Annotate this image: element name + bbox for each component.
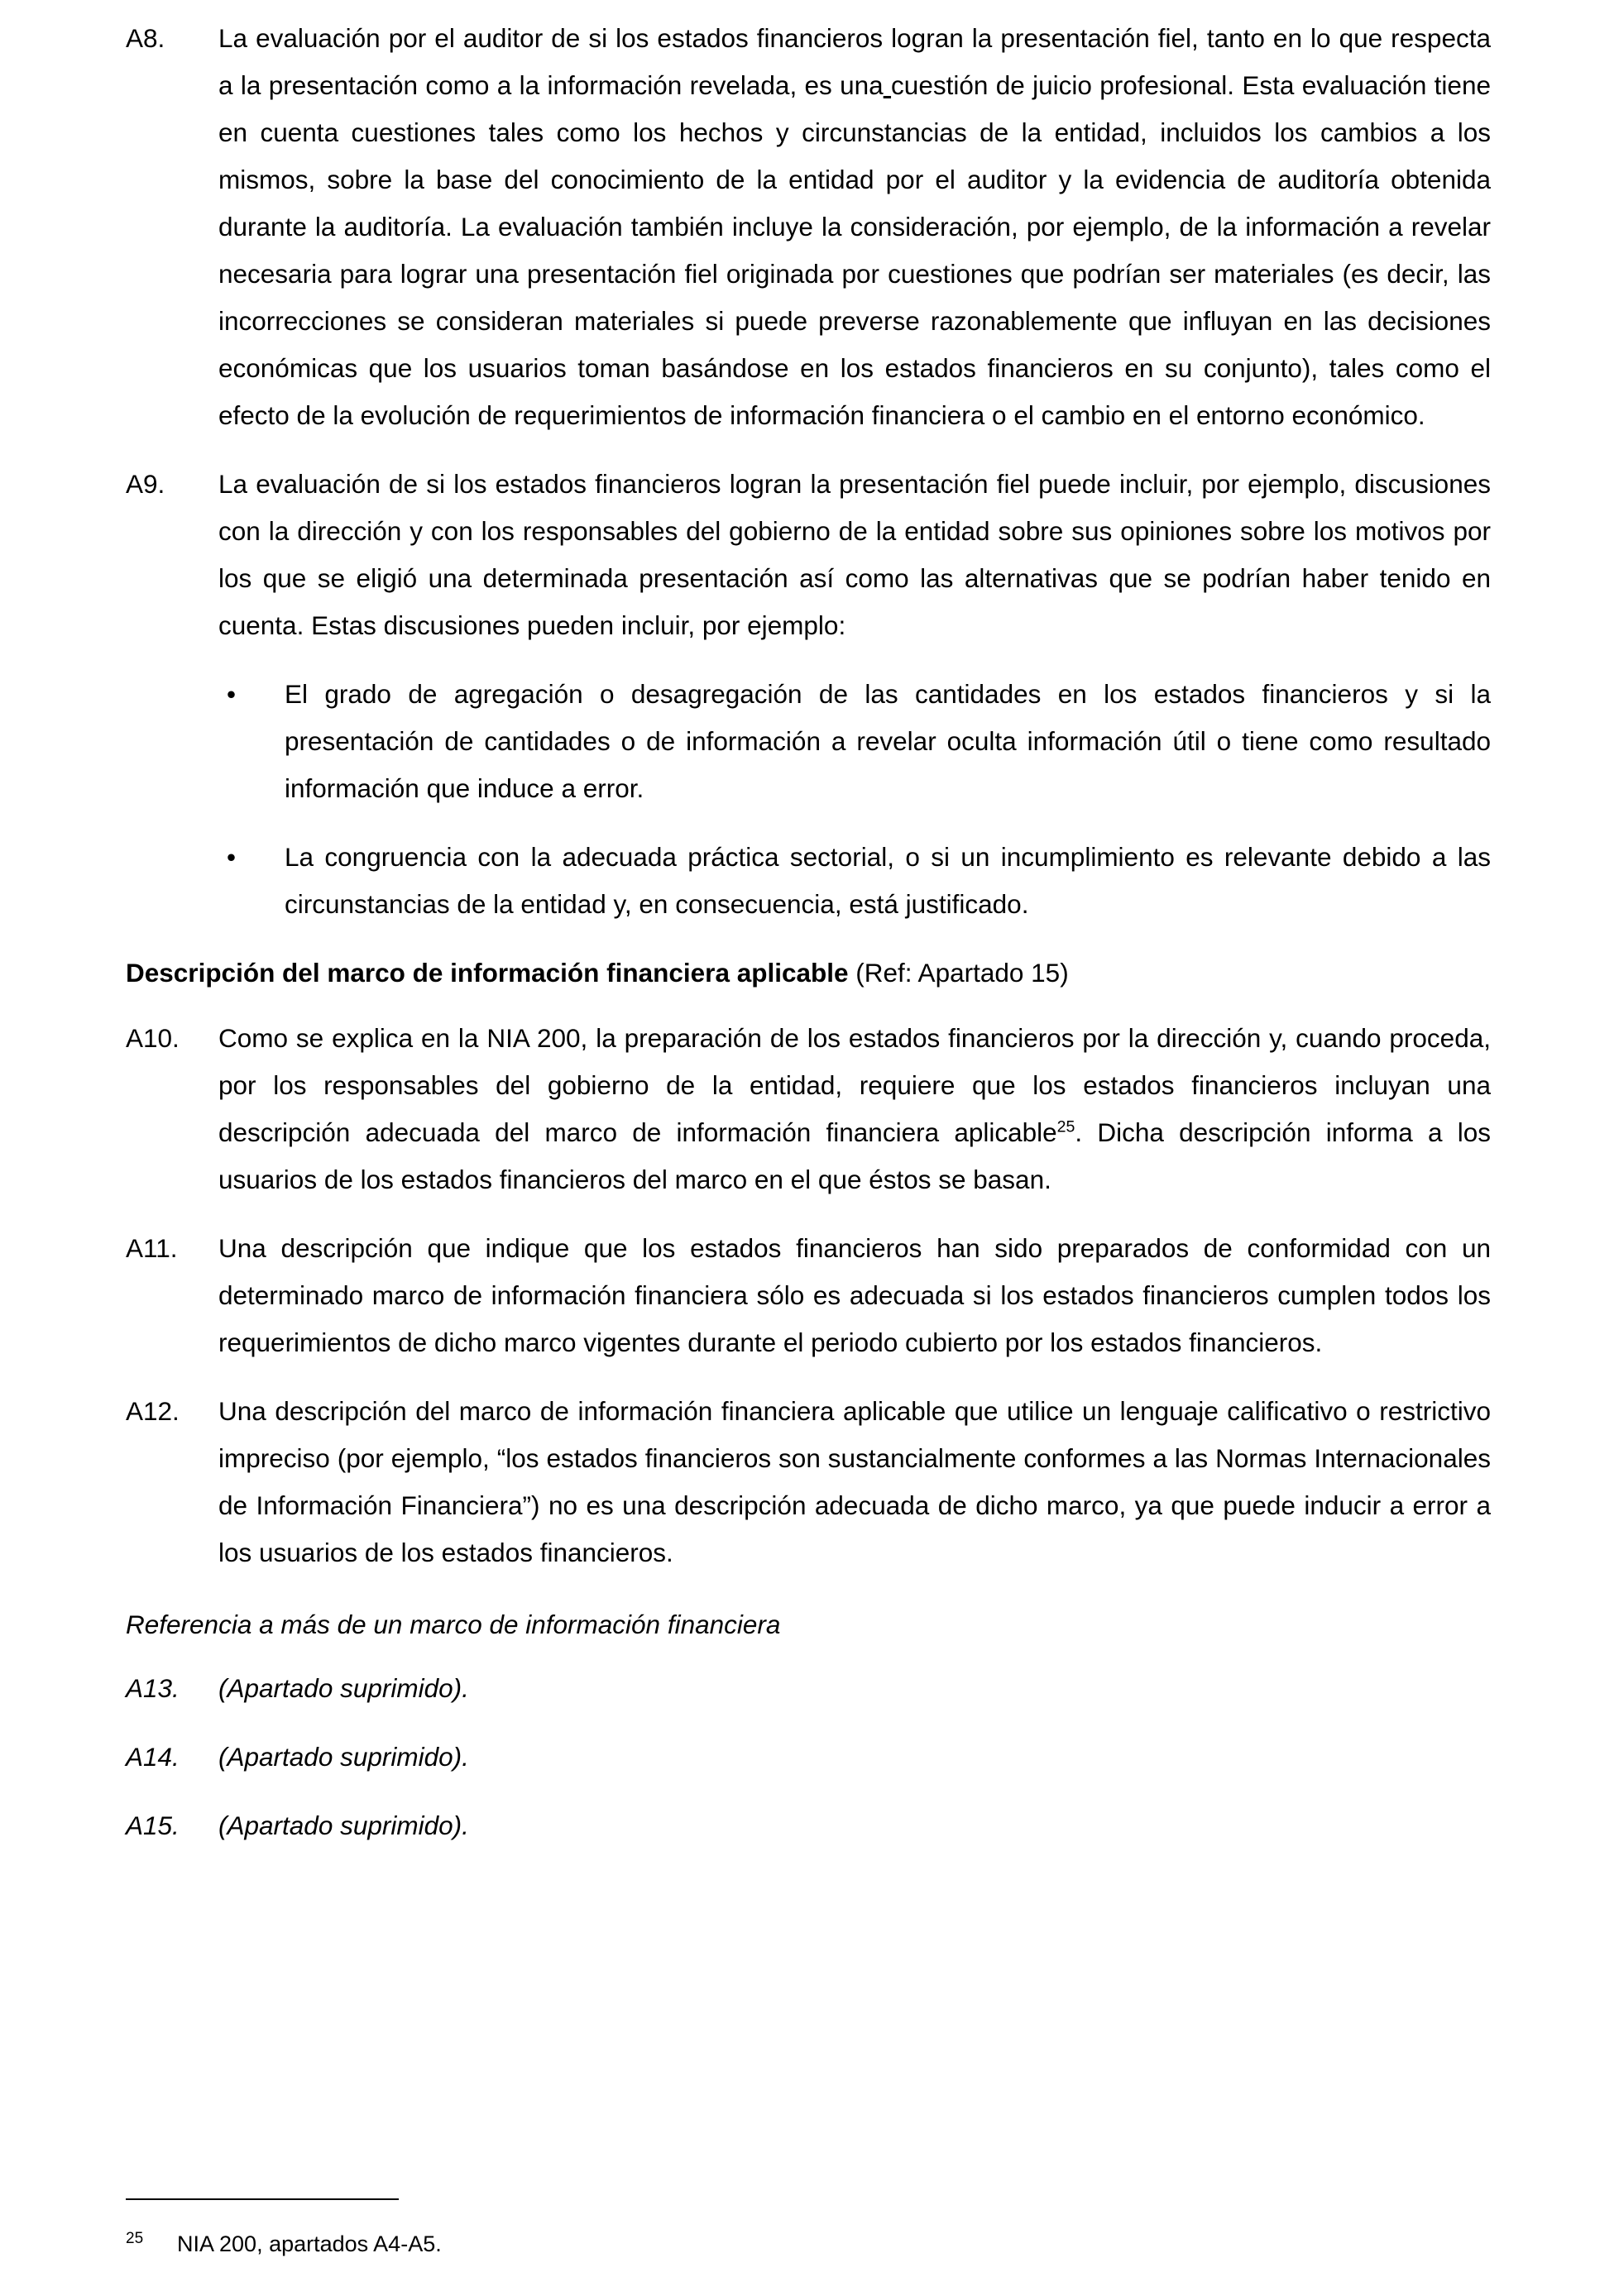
paragraph-body-a12: Una descripción del marco de información financiera aplicable que utilice un lenguaje calificativo o restrictivo impreciso (por ejemplo, “los estados financieros son sustancialmente conformes a las Normas Internacionales de Información Financiera”) no es una descripción adecuada de dicho marco, ya que puede inducir a error a los usuarios de los estados financieros. (218, 1396, 1491, 1567)
section-heading-reference: (Ref: Apartado 15) (848, 958, 1069, 988)
paragraph-body-a11: Una descripción que indique que los estados financieros han sido preparados de conformidad con un determinado marco de información financiera sólo es adecuada si los estados financieros cumplen todos los requerimientos de dicho marco vigentes durante el periodo cubierto por los estados financieros. (218, 1233, 1491, 1357)
bullet-text: El grado de agregación o desagregación de las cantidades en los estados financieros y si la presentación de cantidades o de información a revelar oculta información útil o tiene como resultado información que induce a error. (285, 679, 1491, 803)
paragraph-a14 (126, 1734, 1491, 1781)
bullet-text: La congruencia con la adecuada práctica sectorial, o si un incumplimiento es relevante debido a las circunstancias de la entidad y, en consecuencia, está justificado. (285, 842, 1491, 919)
section-heading-title: Descripción del marco de información financiera aplicable (126, 958, 849, 988)
sub-heading: Referencia a más de un marco de información financiera (126, 1610, 781, 1639)
footnote-separator-rule (126, 2198, 399, 2200)
paragraph-body-a13: (Apartado suprimido). (218, 1673, 469, 1703)
footnote-marker: 25 (126, 2230, 144, 2247)
section-heading (126, 949, 1491, 997)
paragraph-a8-text-part2: cuestión de juicio profesional. Esta evaluación tiene en cuenta cuestiones tales como los hechos y circunstancias de la entidad, incluidos los cambios a los mismos, sobre la base del conocimiento de la entidad por el auditor y la evidencia de auditoría obtenida durante la auditoría. La evaluación también incluye la consideración, por ejemplo, de la información a revelar necesaria para lograr una presentación fiel originada por cuestiones que podrían ser materiales (es decir, las incorrecciones se consideran materiales si puede preverse razonablemente que influyan en las decisiones económicas que los usuarios toman basándose en los estados financieros en su conjunto), tales como el efecto de la evolución de requerimientos de información financiera o el cambio en el entorno económico. (218, 70, 1491, 430)
paragraph-number-a14: A14. (126, 1742, 180, 1772)
paragraph-body-a15: (Apartado suprimido). (218, 1810, 469, 1840)
paragraph-a15 (126, 1802, 1491, 1849)
paragraph-a8-text-part1: La evaluación por el auditor de si los estados financieros logran la presentación fiel, tanto en lo que respecta a la presentación como a la información revelada, es una (218, 23, 1491, 100)
paragraph-number-a10: A10. (126, 1023, 180, 1053)
paragraph-number-a11: A11. (126, 1233, 178, 1263)
paragraph-a8-gap-mark (884, 70, 891, 100)
paragraph-number-a9: A9. (126, 469, 165, 499)
paragraph-body-a14: (Apartado suprimido). (218, 1742, 469, 1772)
bullet-icon: • (227, 679, 237, 709)
paragraph-a11 (126, 1225, 1491, 1366)
page-content (126, 15, 1491, 1871)
paragraph-a12 (126, 1388, 1491, 1576)
paragraph-number-a12: A12. (126, 1396, 180, 1426)
bullet-icon: • (227, 842, 237, 872)
paragraph-body-a10 (218, 1015, 1491, 1203)
paragraph-body-a8 (218, 15, 1491, 439)
paragraph-a9 (126, 461, 1491, 649)
paragraph-a10-text-part2: . Dicha descripción informa a los usuarios de los estados financieros del marco en el que éstos se basan. (218, 1117, 1491, 1194)
bullet-list (126, 671, 1491, 928)
list-item (126, 671, 1491, 812)
paragraph-a8 (126, 15, 1491, 439)
footnote-area (126, 2198, 1491, 2263)
footnote-25 (126, 2228, 1491, 2263)
paragraph-a10-text-part1: Como se explica en la NIA 200, la preparación de los estados financieros por la dirección y, cuando proceda, por los responsables del gobierno de la entidad, requiere que los estados financieros incluyan una descripción adecuada del marco de información financiera aplicable (218, 1023, 1491, 1147)
footnote-reference-25[interactable]: 25 (1056, 1117, 1075, 1136)
paragraph-number-a13: A13. (126, 1673, 180, 1703)
paragraph-number-a15: A15. (126, 1810, 180, 1840)
paragraph-a13 (126, 1665, 1491, 1712)
paragraph-a10 (126, 1015, 1491, 1203)
paragraph-body-a9: La evaluación de si los estados financieros logran la presentación fiel puede incluir, por ejemplo, discusiones con la dirección y con los responsables del gobierno de la entidad sobre sus opiniones sobre los motivos por los que se eligió una determinada presentación así como las alternativas que se podrían haber tenido en cuenta. Estas discusiones pueden incluir, por ejemplo: (218, 469, 1491, 640)
footnote-text: NIA 200, apartados A4-A5. (177, 2231, 442, 2256)
list-item (126, 834, 1491, 928)
paragraph-number-a8: A8. (126, 23, 165, 53)
